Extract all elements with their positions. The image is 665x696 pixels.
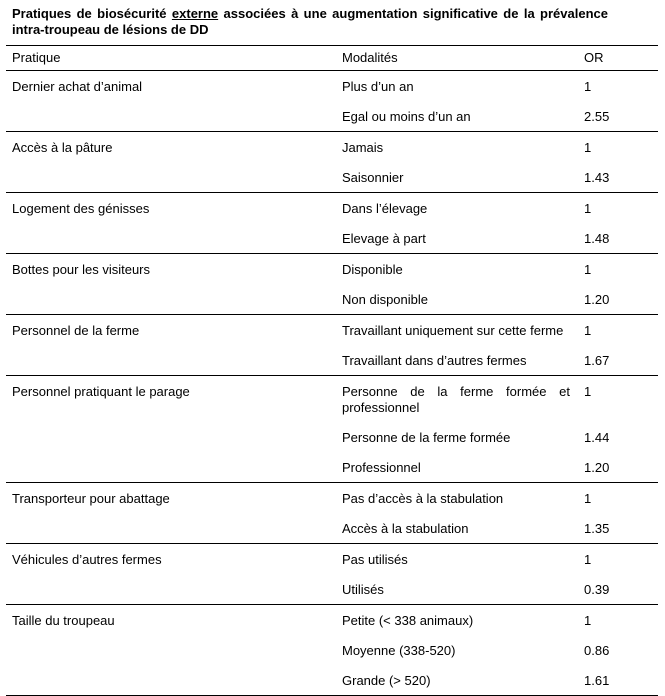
- caption-text-start: Pratiques de biosécurité: [12, 6, 172, 21]
- practice-group: [6, 71, 658, 132]
- table-row: [6, 605, 658, 636]
- biosecurity-table: [6, 45, 658, 696]
- or-value-cell: 1: [584, 491, 592, 506]
- modality-cell: Travaillant uniquement sur cette ferme: [342, 323, 564, 338]
- practice-group: [6, 193, 658, 254]
- or-value-cell: 1: [584, 79, 592, 94]
- practice-group: [6, 132, 658, 193]
- or-value-cell: 1: [584, 613, 592, 628]
- or-value-cell: 1.20: [584, 292, 610, 307]
- table-row: [6, 254, 658, 285]
- practice-group: [6, 315, 658, 376]
- table-caption: [12, 6, 608, 38]
- or-value-cell: 1: [584, 140, 592, 155]
- practice-group: [6, 376, 658, 483]
- or-value-cell: 1.44: [584, 430, 610, 445]
- table-row: [6, 376, 658, 423]
- header-practice: Pratique: [12, 50, 61, 65]
- practice-cell: Personnel pratiquant le parage: [12, 384, 190, 399]
- modality-cell: Disponible: [342, 262, 403, 277]
- header-modality: Modalités: [342, 50, 398, 65]
- modality-cell: Non disponible: [342, 292, 429, 307]
- modality-cell: Egal ou moins d’un an: [342, 109, 471, 124]
- modality-cell: Pas d’accès à la stabulation: [342, 491, 504, 506]
- modality-cell: Grande (> 520): [342, 673, 431, 688]
- modality-cell: Travaillant dans d’autres fermes: [342, 353, 527, 368]
- or-value-cell: 2.55: [584, 109, 610, 124]
- practice-cell: Transporteur pour abattage: [12, 491, 170, 506]
- modality-cell: Jamais: [342, 140, 384, 155]
- table-row: [6, 71, 658, 102]
- practice-cell: Véhicules d’autres fermes: [12, 552, 162, 567]
- header-or: OR: [584, 50, 604, 65]
- or-value-cell: 1.20: [584, 460, 610, 475]
- caption-text-end: associées à une augmentation significative de la prévalence intra-troupeau de lésions de DD: [12, 6, 608, 37]
- modality-cell: Professionnel: [342, 460, 421, 475]
- practice-group: [6, 544, 658, 605]
- or-value-cell: 1.48: [584, 231, 610, 246]
- or-value-cell: 1: [584, 323, 592, 338]
- or-value-cell: 1: [584, 201, 592, 216]
- or-value-cell: 1: [584, 552, 592, 567]
- or-value-cell: 1.61: [584, 673, 610, 688]
- or-value-cell: 0.39: [584, 582, 610, 597]
- table-row: [6, 193, 658, 224]
- practice-cell: Bottes pour les visiteurs: [12, 262, 151, 277]
- practice-cell: Personnel de la ferme: [12, 323, 140, 338]
- practice-group: [6, 605, 658, 696]
- practice-group: [6, 483, 658, 544]
- caption-underlined-word: externe: [171, 6, 219, 21]
- table-row: [6, 315, 658, 346]
- or-value-cell: 1: [584, 384, 592, 399]
- practice-cell: Accès à la pâture: [12, 140, 113, 155]
- modality-cell: Utilisés: [342, 582, 384, 597]
- table-row: [6, 544, 658, 575]
- modality-cell: Personne de la ferme formée et professionnel: [342, 384, 570, 415]
- table-row: [6, 483, 658, 514]
- or-value-cell: 1.35: [584, 521, 610, 536]
- modality-cell: Plus d’un an: [342, 79, 414, 94]
- modality-cell: Elevage à part: [342, 231, 426, 246]
- modality-cell: Moyenne (338-520): [342, 643, 456, 658]
- or-value-cell: 1.67: [584, 353, 610, 368]
- modality-cell: Petite (< 338 animaux): [342, 613, 474, 628]
- or-value-cell: 1: [584, 262, 592, 277]
- modality-cell: Dans l’élevage: [342, 201, 428, 216]
- practice-group: [6, 254, 658, 315]
- header-row: [6, 46, 658, 71]
- table-row: [6, 132, 658, 163]
- or-value-cell: 1.43: [584, 170, 610, 185]
- table-header: [6, 46, 658, 71]
- or-value-cell: 0.86: [584, 643, 610, 658]
- practice-cell: Dernier achat d’animal: [12, 79, 143, 94]
- modality-cell: Accès à la stabulation: [342, 521, 469, 536]
- practice-cell: Logement des génisses: [12, 201, 150, 216]
- practice-cell: Taille du troupeau: [12, 613, 115, 628]
- modality-cell: Personne de la ferme formée: [342, 430, 511, 445]
- modality-cell: Saisonnier: [342, 170, 404, 185]
- modality-cell: Pas utilisés: [342, 552, 408, 567]
